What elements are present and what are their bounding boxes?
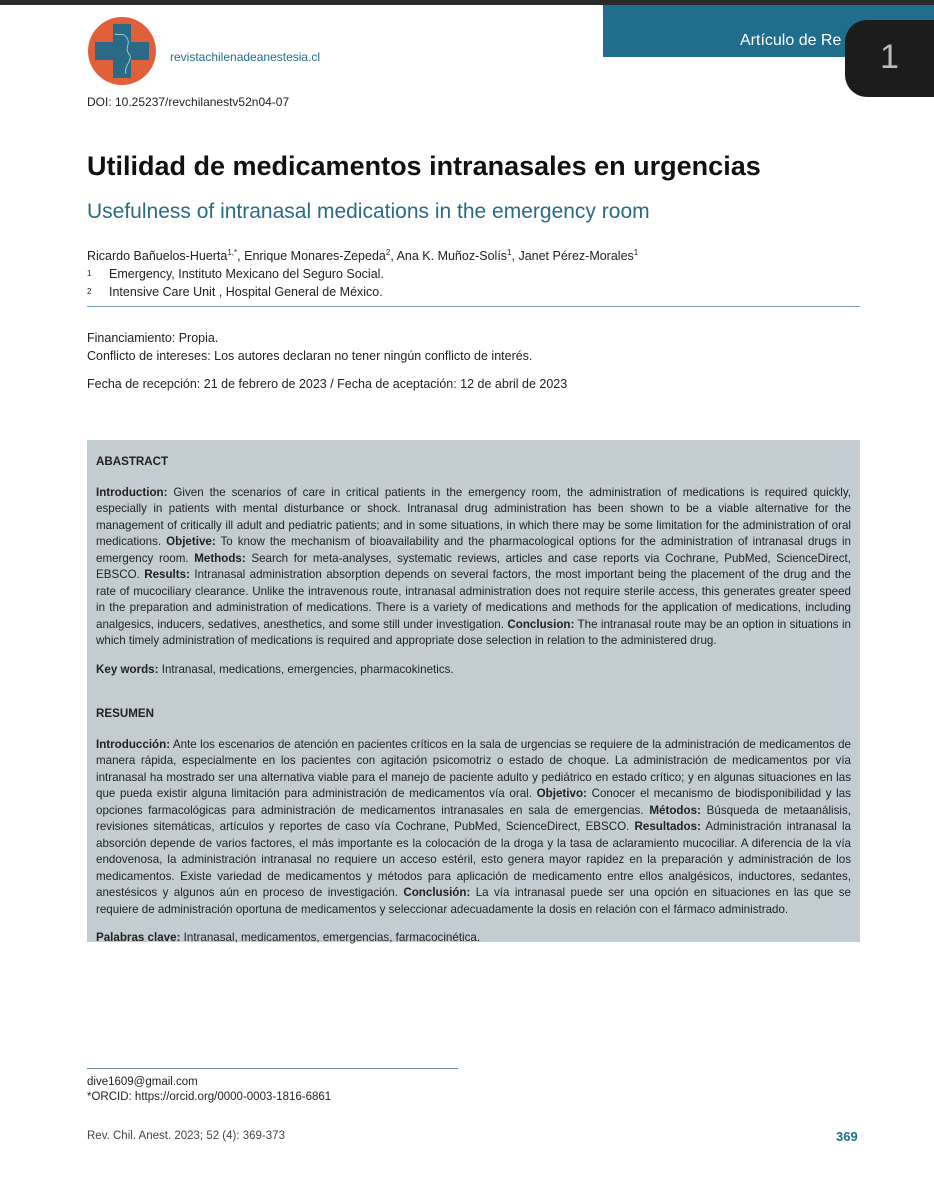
text: La vía intranasal puede ser una opción en situaciones en las que se requiere de administración oportuna de medicamentos y seleccionar adecuadamente la dosis en relación con el fármaco administrado. <box>96 886 852 916</box>
text: Intranasal administration absorption depends on several factors, the most important being the placement of the drug and the rate of mucociliary clearance. Unlike the intravenous route, intranasal administration does not require sterile access, this generates greater speed in the preparation and administration of medications. There is a variety of medications and methods for the application of medications, including analgesics, inducers, sedatives, anesthetics, and some still under investigation. <box>96 568 851 631</box>
resumen-heading: RESUMEN <box>96 707 154 720</box>
authors <box>87 244 638 301</box>
text: The intranasal route may be an option in situations in which timely administration of medications is required and appropriate dose selection in relation to the administered drug. <box>96 617 852 647</box>
label: Introducción: <box>96 737 171 751</box>
label: Introduction: <box>96 485 168 499</box>
keywords <box>96 662 851 679</box>
affiliation-text: Emergency, Instituto Mexicano del Seguro Social. <box>109 267 384 282</box>
label: Conclusion: <box>507 617 575 631</box>
author-sup: 1,* <box>227 248 238 257</box>
site-link[interactable]: revistachilenadeanestesia.cl <box>170 50 321 64</box>
label: Resultados: <box>634 820 701 833</box>
author: , Ana K. Muñoz-Solís <box>390 249 508 264</box>
email-link[interactable]: dive1609@gmail.com <box>87 1076 198 1088</box>
conflict-of-interest: Conflicto de intereses: Los autores declaran no tener ningún conflicto de interés. <box>87 349 533 363</box>
page-tab-number: 1 <box>880 38 899 76</box>
label: Palabras clave: <box>96 931 181 944</box>
text: Search for meta-analyses, systematic reviews, articles and case reports via Cochrane, PubMed, ScienceDirect, EBSCO. <box>96 551 851 581</box>
author-line <box>87 244 638 265</box>
orcid-link[interactable]: *ORCID: https://orcid.org/0000-0003-1816-6861 <box>87 1091 332 1103</box>
text: To know the mechanism of bioavailability and the pharmacological options for the administration of intranasal drugs in emergency room. <box>96 535 851 565</box>
affiliation-text: Intensive Care Unit , Hospital General de México. <box>109 285 383 300</box>
text: Conocer el mecanismo de biodisponibilidad y las opciones farmacológicas para administración de medicamentos intranasales en sala de emergencias. <box>96 787 851 817</box>
label: Methods: <box>194 551 246 565</box>
affiliation <box>87 265 638 283</box>
article-meta <box>87 329 532 365</box>
label: Conclusión: <box>403 886 471 899</box>
dates: Fecha de recepción: 21 de febrero de 2023 / Fecha de aceptación: 12 de abril de 2023 <box>87 377 568 391</box>
author: Ricardo Bañuelos-Huerta <box>87 249 228 264</box>
citation: Rev. Chil. Anest. 2023; 52 (4): 369-373 <box>87 1130 285 1142</box>
divider <box>87 306 860 307</box>
author: , Janet Pérez-Morales <box>511 249 634 264</box>
abstract-text <box>96 485 851 650</box>
text: Given the scenarios of care in critical patients in the emergency room, the administration of medications is required quickly, especially in patients with mental disturbance or shock. Intranasal drug administration has been shown to be a viable alternative for the management of critically ill adult and pediatric patients; and in some situations, in which there may be some limitation for the administration of oral medications. <box>96 485 851 548</box>
affiliation-number: 2 <box>87 287 92 297</box>
footnote-divider <box>87 1068 458 1069</box>
label: Objetive: <box>166 535 216 548</box>
text: Intranasal, medications, emergencies, pharmacokinetics. <box>158 662 454 676</box>
label: Métodos: <box>649 803 701 817</box>
page-number: 369 <box>836 1129 858 1144</box>
footnotes <box>87 1075 331 1105</box>
author: , Enrique Monares-Zepeda <box>237 249 386 264</box>
resumen-text <box>96 737 851 919</box>
affiliation <box>87 283 638 301</box>
abstract-box <box>87 440 860 942</box>
palabras-clave <box>96 930 851 947</box>
label: Key words: <box>96 662 159 676</box>
author-sup: 2 <box>385 248 391 257</box>
funding: Financiamiento: Propia. <box>87 331 219 345</box>
label: Objetivo: <box>536 787 587 800</box>
text: Búsqueda de metaanálisis, revisiones sitemáticas, artículos y reportes de caso vía Cochrane, PubMed, ScienceDirect, EBSCO. <box>96 803 851 833</box>
page-title: Utilidad de medicamentos intranasales en urgencias <box>87 151 761 181</box>
author-sup: 1 <box>507 248 512 257</box>
society-logo-icon <box>85 14 159 88</box>
text: Intranasal, medicamentos, emergencias, farmacocinética. <box>180 931 481 944</box>
label: Results: <box>144 568 190 581</box>
page-subtitle: Usefulness of intranasal medications in the emergency room <box>87 200 650 223</box>
doi: DOI: 10.25237/revchilanestv52n04-07 <box>87 95 290 109</box>
author-sup: 1 <box>633 248 639 257</box>
text: Ante los escenarios de atención en pacientes críticos en la sala de urgencias se requiere de la administración de medicamentos de manera rápida, especialmente en los pacientes con agitación psicomotriz o estado de choque. La administración de medicamentos por vía intranasal ha mostrado ser una alternativa viable para el manejo de paciente adulto y pediátrico en estado crítico; y en algunas situaciones en las que pueda existir alguna limitación para administración de medicamentos vía oral. <box>96 737 851 800</box>
text: Administración intranasal la absorción depende de varios factores, el más importante es la colocación de la droga y la tasa de aclaramiento mucociliar. A diferencia de la vía endovenosa, la administración intranasal no requiere un acceso estéril, esto genera mayor rapidez en la preparación y administración de los medicamentos. Existe variedad de medicamentos y métodos para aplicación de medicamento entre ellos analgésicos, inductores, sedantes, anestésicos y algunos aún en proceso de investigación. <box>96 820 851 899</box>
affiliation-number: 1 <box>87 269 92 279</box>
section-label: Artículo de Re <box>740 32 842 49</box>
abstract-heading: ABASTRACT <box>96 455 169 468</box>
